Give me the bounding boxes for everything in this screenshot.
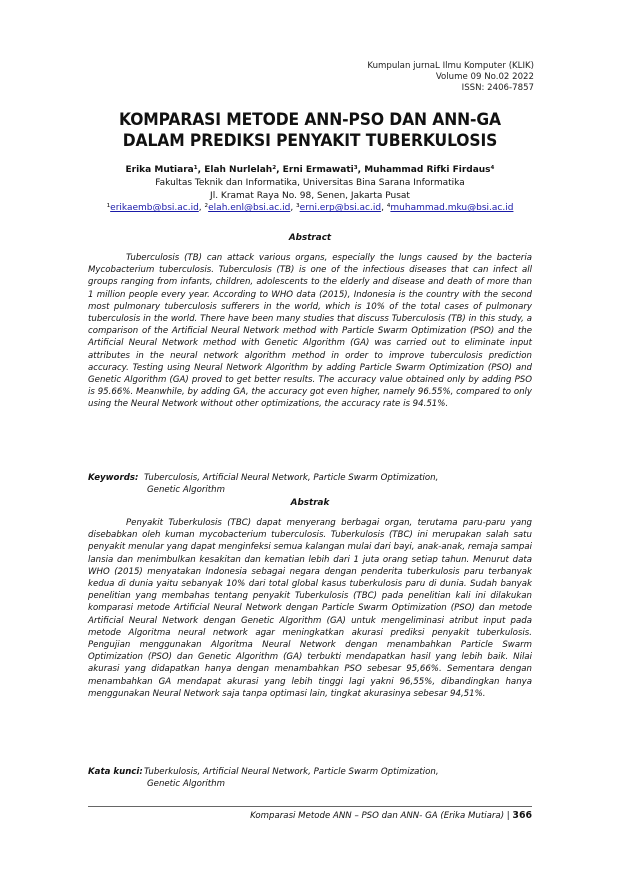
author-address: Jl. Kramat Raya No. 98, Senen, Jakarta Pusat (210, 190, 410, 201)
journal-issn: ISSN: 2406-7857 (461, 83, 534, 94)
keywords-line1-id: Tuberkulosis, Artificial Neural Network, Particle Swarm Optimization, (144, 767, 439, 777)
keywords-id (88, 766, 532, 790)
keywords-label-en: Keywords: (88, 473, 139, 483)
author-names: Erika Mutiara¹, Elah Nurlelah², Erni Ermawati³, Muhammad Rifki Firdaus⁴ (125, 165, 495, 175)
keywords-en (88, 472, 532, 496)
footer-separator: | (504, 811, 513, 821)
paper-title (0, 110, 620, 152)
journal-name: Kumpulan jurnaL Ilmu Komputer (KLIK) (367, 61, 534, 71)
abstract-heading-en: Abstract (288, 233, 332, 243)
journal-volume: Volume 09 No.02 2022 (435, 72, 534, 83)
abstract-text-id: Penyakit Tuberkulosis (TBC) dapat menyerang berbagai organ, terutama paru-paru yang disebabkan oleh kuman mycobacterium tuberculosis. Tuberkulosis (TBC) ini merupakan salah satu penyakit menular yang dapat menginfeksi semua kalangan mulai dari bayi, anak-anak, remaja sampai lansia dan menimbulkan kesakitan dan kematian lebih dari 1 juta orang setiap tahun. Menurut data WHO (2015) menyatakan Indonesia sebagai negara dengan penderita tuberkulosis paru terbanyak kedua di dunia yaitu sebanyak 10% dari total global kasus tuberkulosis paru di dunia. Sudah banyak penelitian yang membahas tentang penyakit Tuberkulosis (TBC) pada penelitian kali ini dilakukan komparasi metode Artificial Neural Network dengan Particle Swarm Optimization (PSO) dan metode Artificial Neural Network dengan Genetic Algorithm (GA) untuk mengeliminasi atribut input pada metode Algoritma neural network agar meningkatkan akurasi prediksi penyakit tuberkulosis. Pengujian menggunakan Algoritma Neural Network dengan menambahkan Particle Swarm Optimization (PSO) dan Genetic Algorithm (GA) terbukti mendapatkan hasil yang lebih baik. Nilai akurasi yang didapatkan hanya dengan menambahkan PSO sebesar 95,66%. Sementara dengan menambahkan GA mendapat akurasi yang lebih tinggi lagi yakni 96,55%, dibandingkan hanya menggunakan Neural Network saja tanpa optimasi lain, tingkat akurasinya sebesar 94,51%. (88, 518, 532, 699)
footer-text: Komparasi Metode ANN – PSO dan ANN- GA (Erika Mutiara) (250, 811, 505, 821)
keywords-line2-id: Genetic Algorithm (147, 779, 225, 790)
email-link-3[interactable]: erni.erp@bsi.ac.id (299, 203, 382, 214)
page-number: 366 (512, 810, 532, 821)
abstract-heading-id: Abstrak (290, 498, 330, 508)
page-footer (250, 810, 532, 821)
keywords-line1-en: Tuberculosis, Artificial Neural Network, Particle Swarm Optimization, (144, 473, 439, 483)
email-prefix-4: ⁴ (386, 203, 391, 214)
email-prefix-3: ³ (296, 203, 300, 214)
email-link-4[interactable]: muhammad.mku@bsi.ac.id (390, 203, 514, 214)
keywords-line2-en: Genetic Algorithm (147, 485, 225, 496)
email-link-2[interactable]: elah.enl@bsi.ac.id (208, 203, 291, 214)
author-block (0, 164, 620, 215)
journal-header (367, 61, 534, 95)
author-emails: ¹erikaemb@bsi.ac.id, ²elah.enl@bsi.ac.id, ³erni.erp@bsi.ac.id, ⁴muhammad.mku@bsi.ac.id (106, 203, 514, 214)
title-line-2: DALAM PREDIKSI PENYAKIT TUBERKULOSIS (122, 131, 498, 151)
email-link-1[interactable]: erikaemb@bsi.ac.id (110, 203, 199, 214)
keywords-label-id: Kata kunci: (88, 767, 143, 777)
email-prefix-1: ¹ (106, 203, 111, 214)
author-affiliation: Fakultas Teknik dan Informatika, Universitas Bina Sarana Informatika (155, 177, 465, 188)
email-prefix-2: ² (204, 203, 209, 214)
footer-divider (88, 806, 532, 807)
title-line-1: KOMPARASI METODE ANN-PSO DAN ANN-GA (119, 110, 501, 130)
abstract-text-en: Tuberculosis (TB) can attack various organs, especially the lungs caused by the bacteria Mycobacterium tuberculosis. Tuberculosis (TB) is one of the infectious diseases that can infect all groups ranging from infants, children, adolescents to the elderly and disease and death of more than 1 million people every year. According to WHO data (2015), Indonesia is the country with the second most pulmonary tuberculosis sufferers in the world, which is 10% of the total cases of pulmonary tuberculosis in the world. There have been many studies that discuss Tuberculosis (TB) in this study, a comparison of the Artificial Neural Network method with Particle Swarm Optimization (PSO) and the Artificial Neural Network method with Genetic Algorithm (GA) was carried out to eliminate input attributes in the neural network algorithm method in order to improve tuberculosis prediction accuracy. Testing using Neural Network Algorithm by adding Particle Swarm Optimization (PSO) and Genetic Algorithm (GA) proved to get better results. The accuracy value obtained only by adding PSO is 95.66%. Meanwhile, by adding GA, the accuracy got even higher, namely 96.55%, compared to only using the Neural Network without other optimizations, the accuracy rate is 94.51%. (88, 253, 532, 410)
